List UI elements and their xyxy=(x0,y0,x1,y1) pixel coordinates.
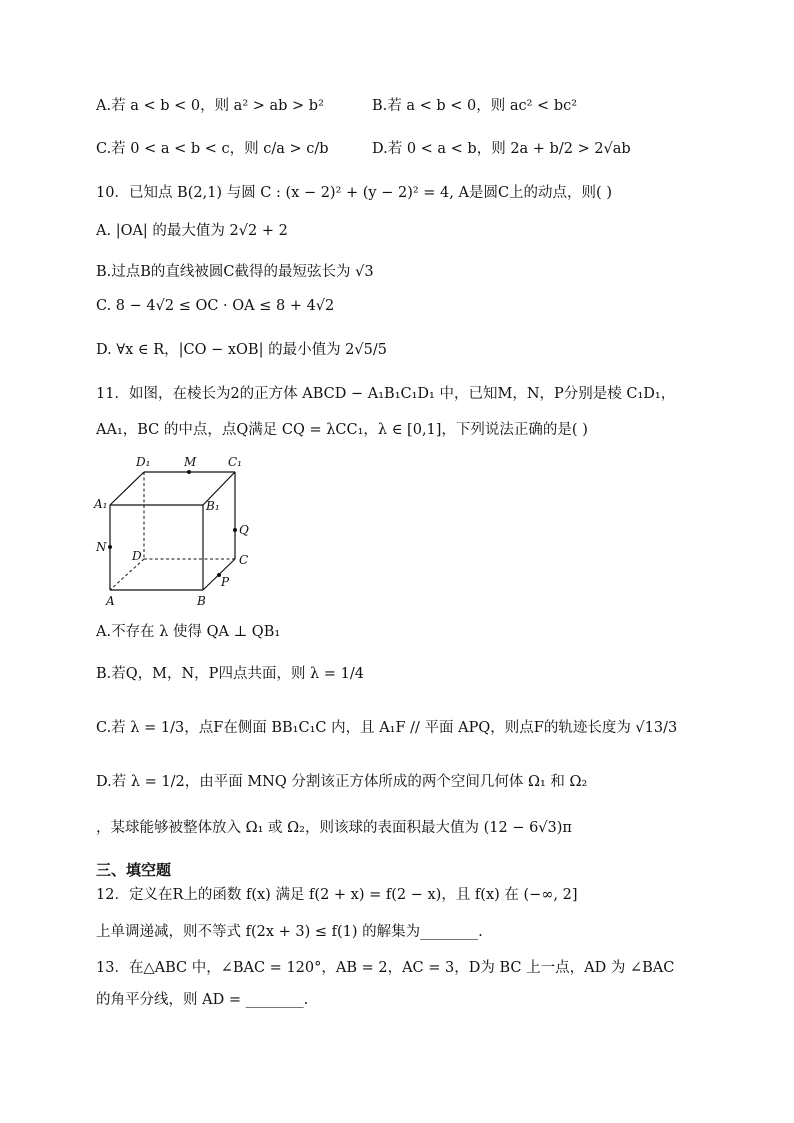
q9-option-a: A.若 a < b < 0，则 a² > ab > b² xyxy=(96,98,324,114)
q11-option-a: A.不存在 λ 使得 QA ⊥ QB₁ xyxy=(96,624,281,640)
point-m xyxy=(187,470,191,474)
question-13-line-1: 13．在△ABC 中，∠BAC = 120°，AB = 2，AC = 3，D为 BC 上一点，AD 为 ∠BAC xyxy=(96,960,675,976)
q10-option-d: D. ∀x ∈ R，|CO − xOB| 的最小值为 2√5/5 xyxy=(96,342,387,358)
q9-option-c: C.若 0 < a < b < c，则 c/a > c/b xyxy=(96,141,329,157)
point-n xyxy=(108,545,112,549)
label-m: M xyxy=(184,455,197,469)
q11-option-d-continued: ，某球能够被整体放入 Ω₁ 或 Ω₂，则该球的表面积最大值为 (12 − 6√3)π xyxy=(96,820,572,836)
label-c: C xyxy=(239,553,249,567)
q11-option-d: D.若 λ = 1/2，由平面 MNQ 分割该正方体所成的两个空间几何体 Ω₁ 和 Ω₂ xyxy=(96,774,588,790)
label-a1: A₁ xyxy=(94,497,108,511)
label-b1: B₁ xyxy=(206,499,220,513)
point-q xyxy=(233,528,237,532)
q10-option-c: C. 8 − 4√2 ≤ OC · OA ≤ 8 + 4√2 xyxy=(96,298,335,314)
label-d: D xyxy=(132,549,142,563)
question-13-line-2: 的角平分线，则 AD = ________. xyxy=(96,992,309,1008)
edge-a1-d1 xyxy=(110,472,144,505)
q11-option-c: C.若 λ = 1/3，点F在侧面 BB₁C₁C 内，且 A₁F // 平面 APQ，则点F的轨迹长度为 √13/3 xyxy=(96,720,678,736)
question-11-line-1: 11．如图，在棱长为2的正方体 ABCD − A₁B₁C₁D₁ 中，已知M，N，P分别是棱 C₁D₁， xyxy=(96,386,676,402)
label-d1: D₁ xyxy=(136,455,151,469)
question-11-line-2: AA₁，BC 的中点，点Q满足 CQ = λCC₁，λ ∈ [0,1]，下列说法正确的是( ) xyxy=(96,422,588,438)
question-12-line-2: 上单调递减，则不等式 f(2x + 3) ≤ f(1) 的解集为________. xyxy=(96,924,483,940)
question-12-line-1: 12．定义在R上的函数 f(x) 满足 f(2 + x) = f(2 − x)，且 f(x) 在 (−∞, 2] xyxy=(96,887,578,903)
q10-option-a: A. |OA| 的最大值为 2√2 + 2 xyxy=(96,223,288,239)
q9-option-d: D.若 0 < a < b，则 2a + b/2 > 2√ab xyxy=(372,141,631,157)
label-a: A xyxy=(106,594,115,608)
label-n: N xyxy=(96,540,107,554)
label-p: P xyxy=(221,575,230,589)
hidden-edge-d-a xyxy=(110,559,144,590)
cube-figure xyxy=(92,452,262,612)
q10-option-b: B.过点B的直线被圆C截得的最短弦长为 √3 xyxy=(96,264,374,280)
label-c1: C₁ xyxy=(228,455,242,469)
label-b: B xyxy=(197,594,206,608)
label-q: Q xyxy=(239,523,249,537)
q11-option-b: B.若Q，M，N，P四点共面，则 λ = 1/4 xyxy=(96,666,364,682)
question-10: 10．已知点 B(2,1) 与圆 C : (x − 2)² + (y − 2)² = 4, A是圆C上的动点，则( ) xyxy=(96,185,612,201)
section-heading-fill-in: 三、填空题 xyxy=(96,861,172,879)
q9-option-b: B.若 a < b < 0，则 ac² < bc² xyxy=(372,98,578,114)
